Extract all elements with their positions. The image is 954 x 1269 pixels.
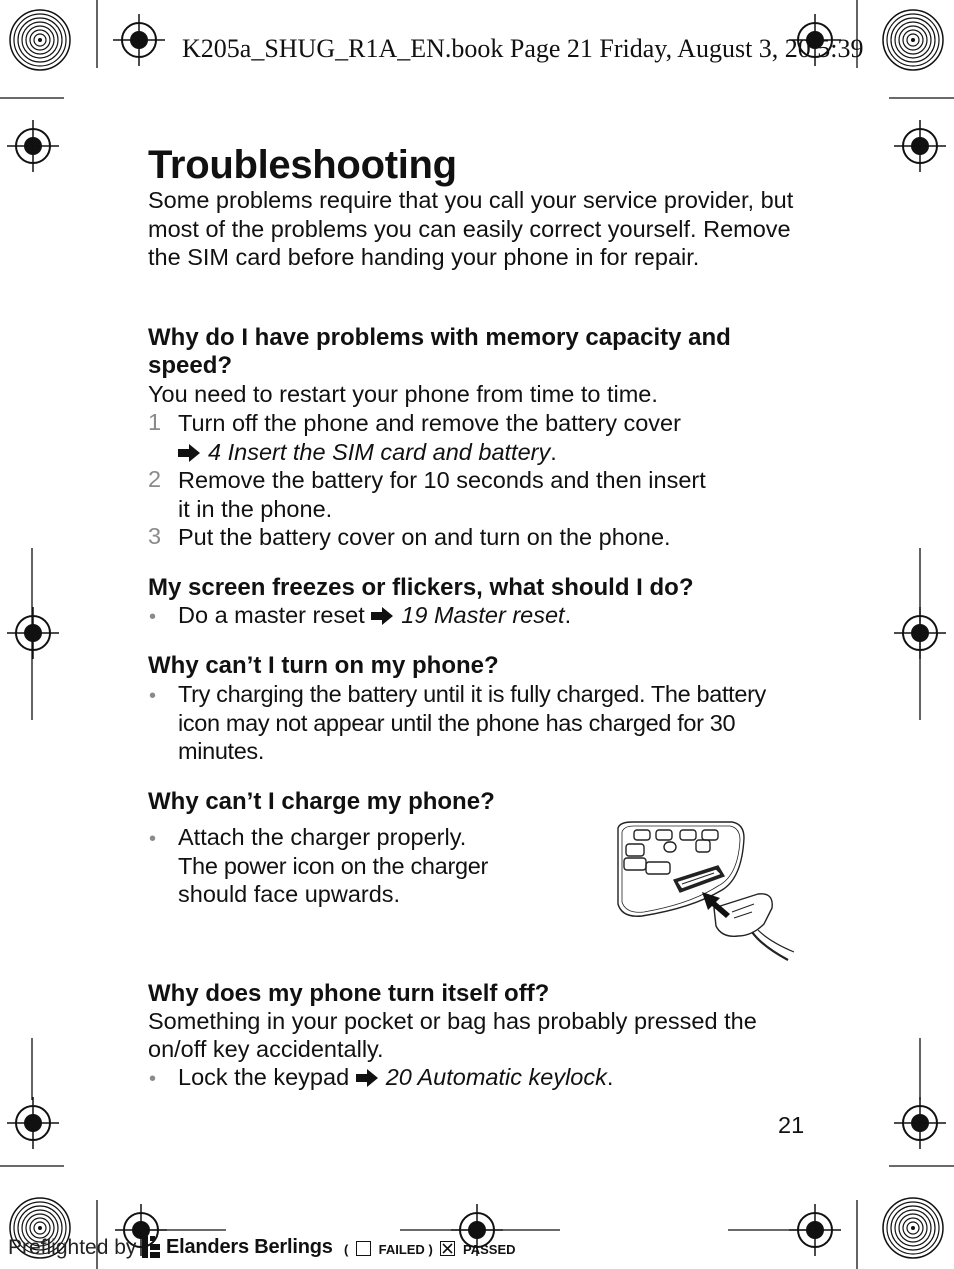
step-line: it in the phone.: [178, 495, 333, 522]
bullet-text: Lock the keypad: [178, 1064, 350, 1090]
step-text: [178, 409, 778, 466]
checkbox-checked-icon: [440, 1241, 455, 1256]
step-number: 2: [148, 466, 162, 492]
page-number: 21: [778, 1112, 805, 1138]
bullet-icon: •: [149, 685, 157, 707]
elanders-logo-icon: [142, 1236, 162, 1258]
bullet-text: Do a master reset: [178, 602, 365, 628]
paren: ): [428, 1242, 433, 1257]
step-line: Remove the battery for 10 seconds and then insert: [178, 467, 706, 493]
cross-reference-link[interactable]: 19 Master reset: [401, 602, 565, 628]
arrow-right-icon: [356, 1065, 380, 1083]
passed-label: PASSED: [463, 1242, 516, 1257]
failed-label: FAILED: [378, 1242, 425, 1257]
bullet-line: Attach the charger properly.: [178, 824, 467, 850]
step-number: 1: [148, 409, 162, 435]
turn-off-bullet-text: [178, 1063, 778, 1092]
arrow-right-icon: [371, 603, 395, 621]
step-number: 3: [148, 523, 162, 549]
step-text: [178, 466, 778, 523]
turn-off-text: Something in your pocket or bag has probably pressed the on/off key accidentally.: [148, 1008, 757, 1062]
memory-heading: Why do I have problems with memory capacity and speed?: [148, 324, 731, 379]
phone-charger-illustration: [612, 818, 798, 966]
turn-on-bullet-text: Try charging the battery until it is fully charged. The battery icon may not appear until the phone has charged for 30 minutes.: [178, 681, 766, 764]
cross-reference-link[interactable]: 4 Insert the SIM card and battery: [208, 438, 551, 465]
charge-bullet-text: [178, 823, 578, 909]
checkbox-empty-icon: [356, 1241, 371, 1256]
step-line: Turn off the phone and remove the battery cover: [178, 410, 681, 436]
arrow-right-icon: [178, 440, 202, 458]
turn-off-heading: Why does my phone turn itself off?: [148, 980, 550, 1007]
punctuation: .: [564, 602, 572, 628]
bullet-icon: •: [149, 1068, 157, 1090]
charge-heading: Why can’t I charge my phone?: [148, 788, 495, 815]
page-title: Troubleshooting: [148, 143, 457, 187]
memory-text: You need to restart your phone from time to time.: [148, 381, 658, 407]
punctuation: .: [606, 1064, 614, 1090]
preflighted-label: Preflighted by: [8, 1236, 137, 1259]
bullet-icon: •: [149, 828, 157, 850]
punctuation: .: [550, 438, 557, 465]
bullet-icon: •: [149, 606, 157, 628]
intro-paragraph: Some problems require that you call your service provider, but most of the problems you can easily correct yourself. Remove the SIM card before handing your phone in for repair.: [148, 187, 794, 270]
bullet-line: should face upwards.: [178, 881, 401, 907]
paren: (: [344, 1242, 349, 1257]
slug-header: K205a_SHUG_R1A_EN.book Page 21 Friday, August 3, 20 5:39: [182, 34, 864, 63]
freeze-heading: My screen freezes or flickers, what should I do?: [148, 574, 694, 601]
freeze-bullet-text: [178, 601, 778, 630]
brand-name: Elanders Berlings: [166, 1236, 333, 1258]
cross-reference-link[interactable]: 20 Automatic keylock: [385, 1064, 607, 1090]
turn-on-heading: Why can’t I turn on my phone?: [148, 652, 499, 679]
bullet-line: The power icon on the charger: [178, 852, 489, 879]
step-text: Put the battery cover on and turn on the phone.: [178, 524, 671, 550]
preflight-status: [344, 1241, 516, 1257]
